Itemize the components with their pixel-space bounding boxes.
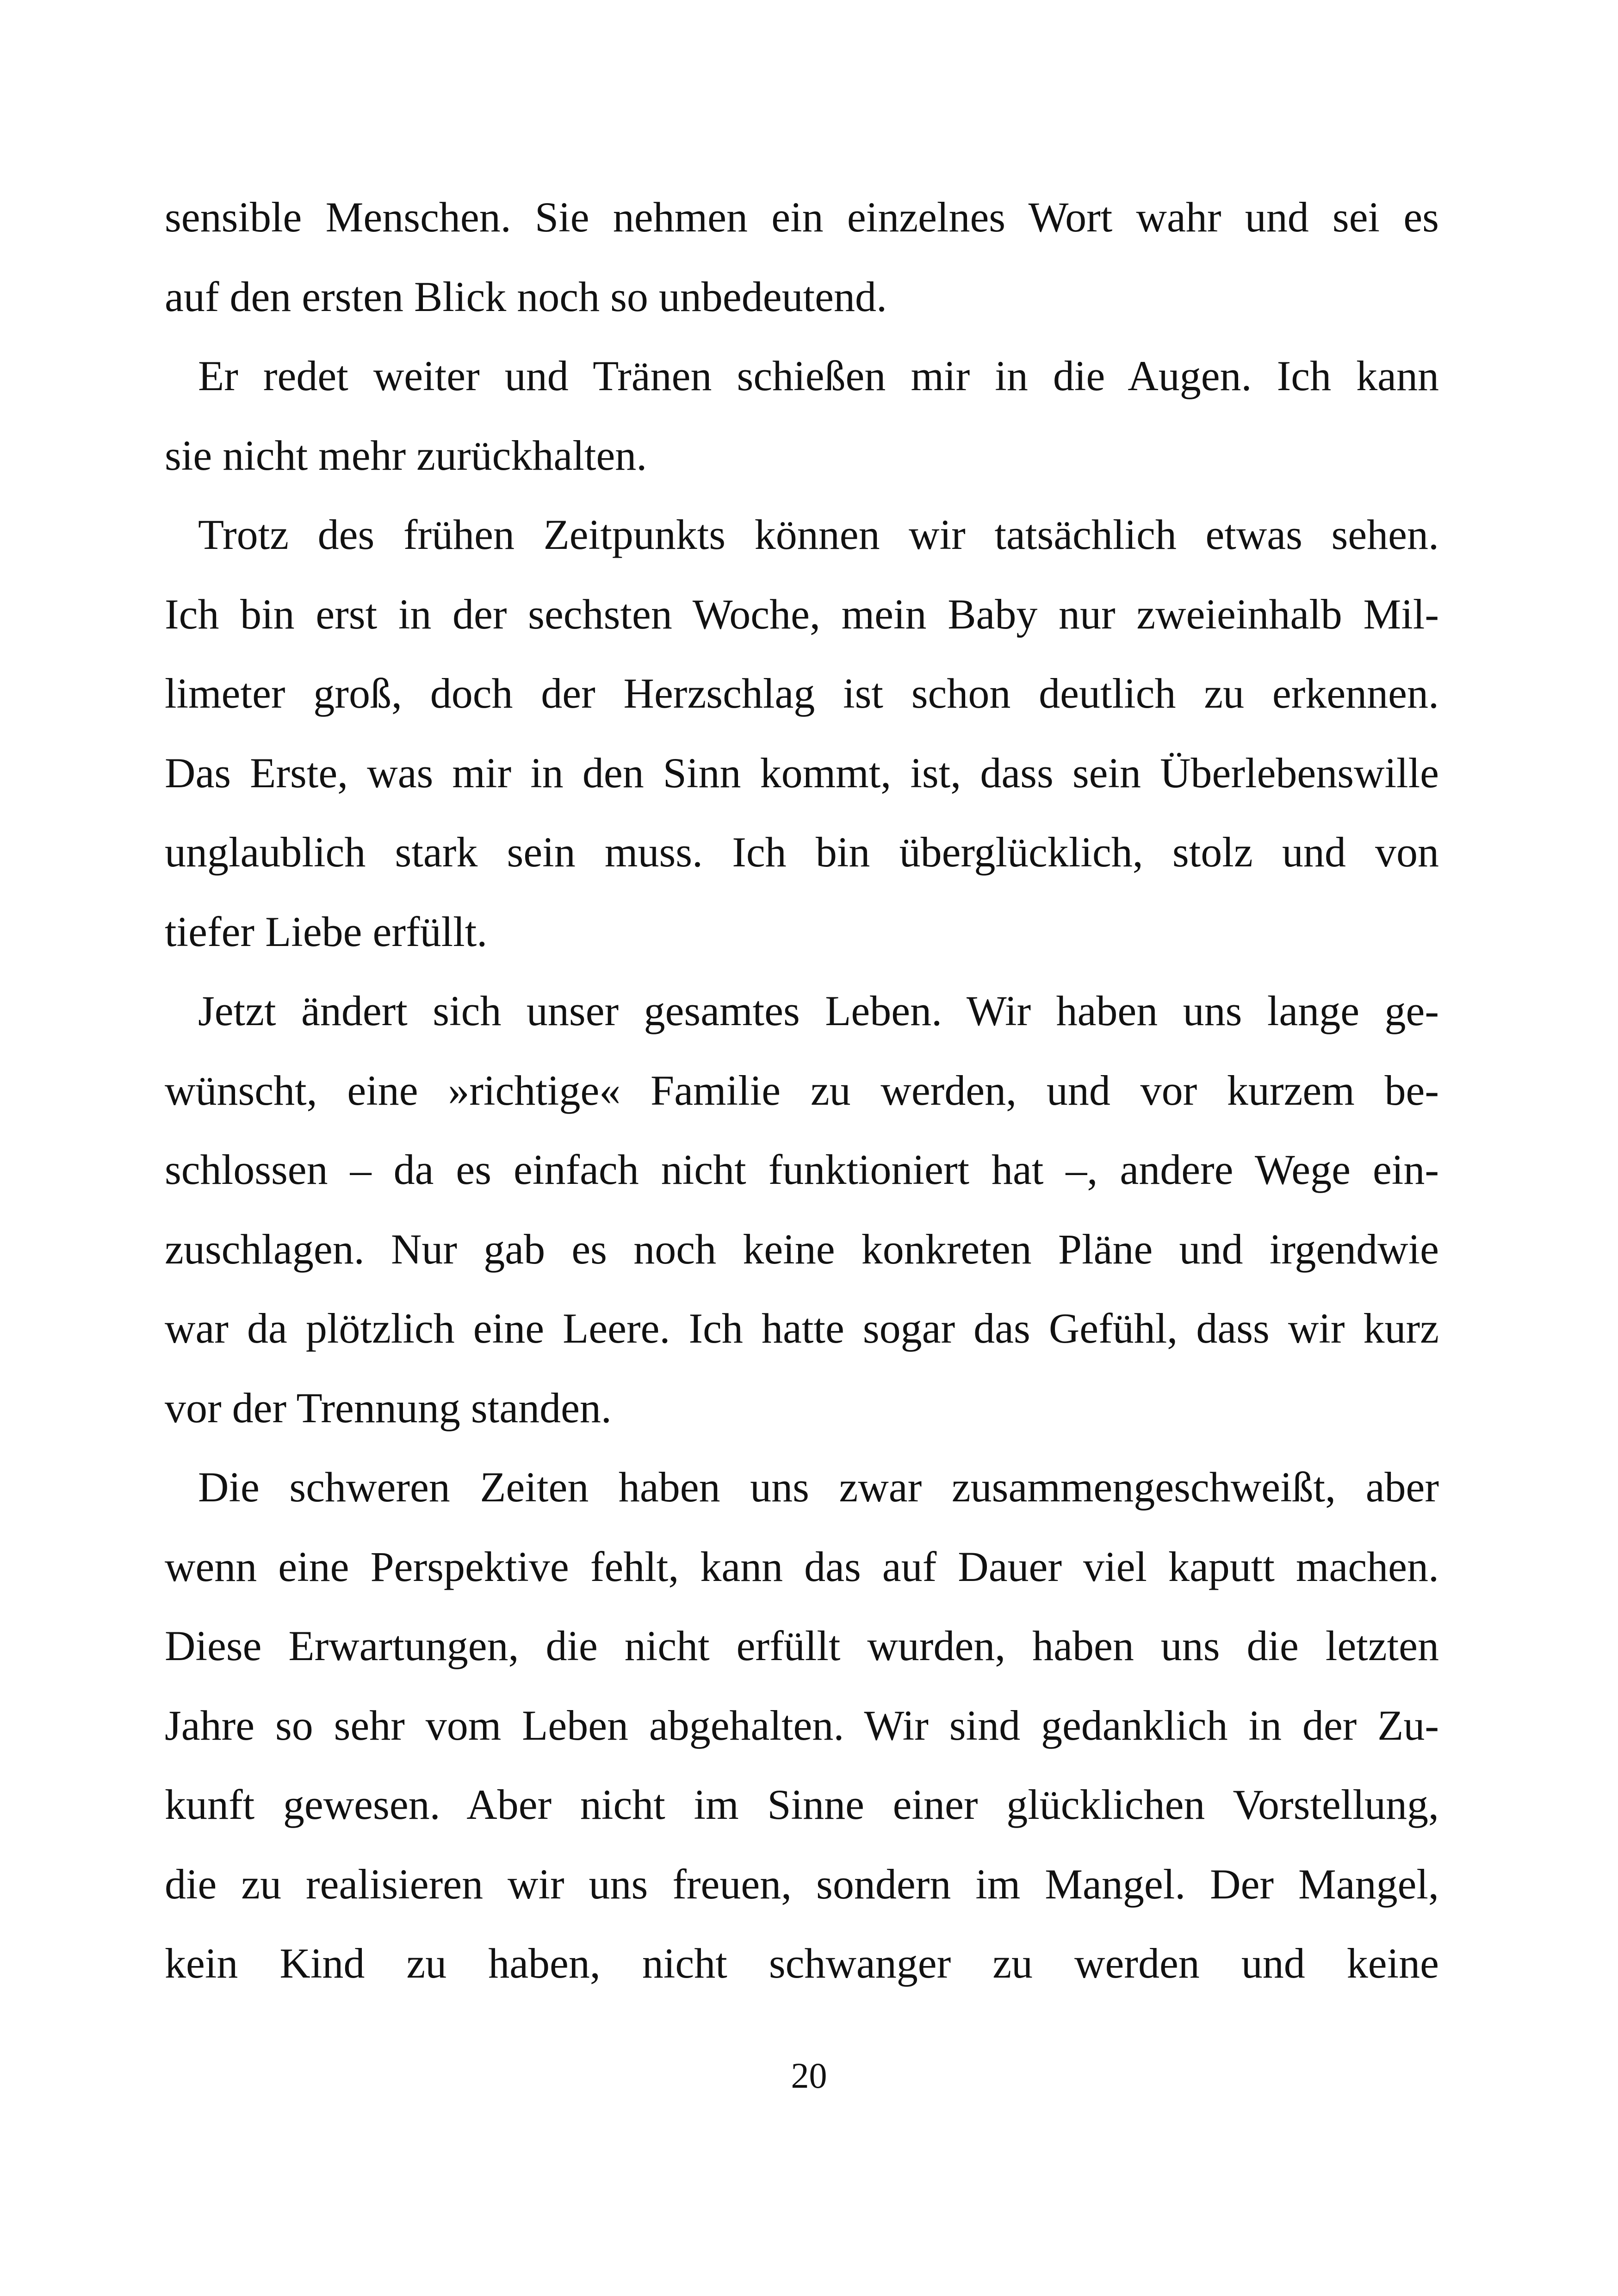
text-line: wünscht, eine »richtige« Familie zu werden, und vor kurzem be- (165, 1066, 1439, 1114)
text-line: schlossen – da es einfach nicht funktioniert hat –, andere Wege ein- (165, 1146, 1439, 1193)
paragraph (165, 495, 1439, 971)
text-line: auf den ersten Blick noch so unbedeutend. (165, 273, 887, 320)
text-line: kein Kind zu haben, nicht schwanger zu werden und keine (165, 1940, 1439, 1987)
text-line: Das Erste, was mir in den Sinn kommt, ist, dass sein Überlebenswille (165, 749, 1439, 796)
text-line: vor der Trennung standen. (165, 1384, 612, 1431)
text-line: kunft gewesen. Aber nicht im Sinne einer glücklichen Vorstellung, (165, 1781, 1439, 1828)
text-line: Ich bin erst in der sechsten Woche, mein Baby nur zweieinhalb Mil- (165, 590, 1439, 638)
text-line: sensible Menschen. Sie nehmen ein einzelnes Wort wahr und sei es (165, 193, 1439, 241)
text-line: tiefer Liebe erfüllt. (165, 908, 488, 955)
text-line: Die schweren Zeiten haben uns zwar zusammengeschweißt, aber (198, 1463, 1439, 1511)
page-number: 20 (791, 2055, 827, 2096)
text-line: Jetzt ändert sich unser gesamtes Leben. Wir haben uns lange ge- (198, 987, 1439, 1034)
text-line: Jahre so sehr vom Leben abgehalten. Wir sind gedanklich in der Zu- (165, 1701, 1439, 1749)
text-line: die zu realisieren wir uns freuen, sondern im Mangel. Der Mangel, (165, 1860, 1439, 1908)
text-line: war da plötzlich eine Leere. Ich hatte sogar das Gefühl, dass wir kurz (165, 1305, 1439, 1352)
text-line: wenn eine Perspektive fehlt, kann das auf Dauer viel kaputt machen. (165, 1543, 1439, 1590)
text-line: Diese Erwartungen, die nicht erfüllt wurden, haben uns die letzten (165, 1622, 1439, 1669)
text-line: unglaublich stark sein muss. Ich bin überglücklich, stolz und von (165, 828, 1439, 876)
body-text (165, 178, 1439, 2004)
text-line: Trotz des frühen Zeitpunkts können wir tatsächlich etwas sehen. (198, 511, 1439, 558)
paragraph (165, 336, 1439, 495)
paragraph (165, 971, 1439, 1448)
paragraph (165, 1448, 1439, 2004)
text-line: zuschlagen. Nur gab es noch keine konkreten Pläne und irgendwie (165, 1225, 1439, 1273)
text-line: Er redet weiter und Tränen schießen mir in die Augen. Ich kann (198, 352, 1439, 399)
text-line: limeter groß, doch der Herzschlag ist schon deutlich zu erkennen. (165, 670, 1439, 717)
paragraph (165, 178, 1439, 336)
text-line: sie nicht mehr zurückhalten. (165, 431, 647, 479)
